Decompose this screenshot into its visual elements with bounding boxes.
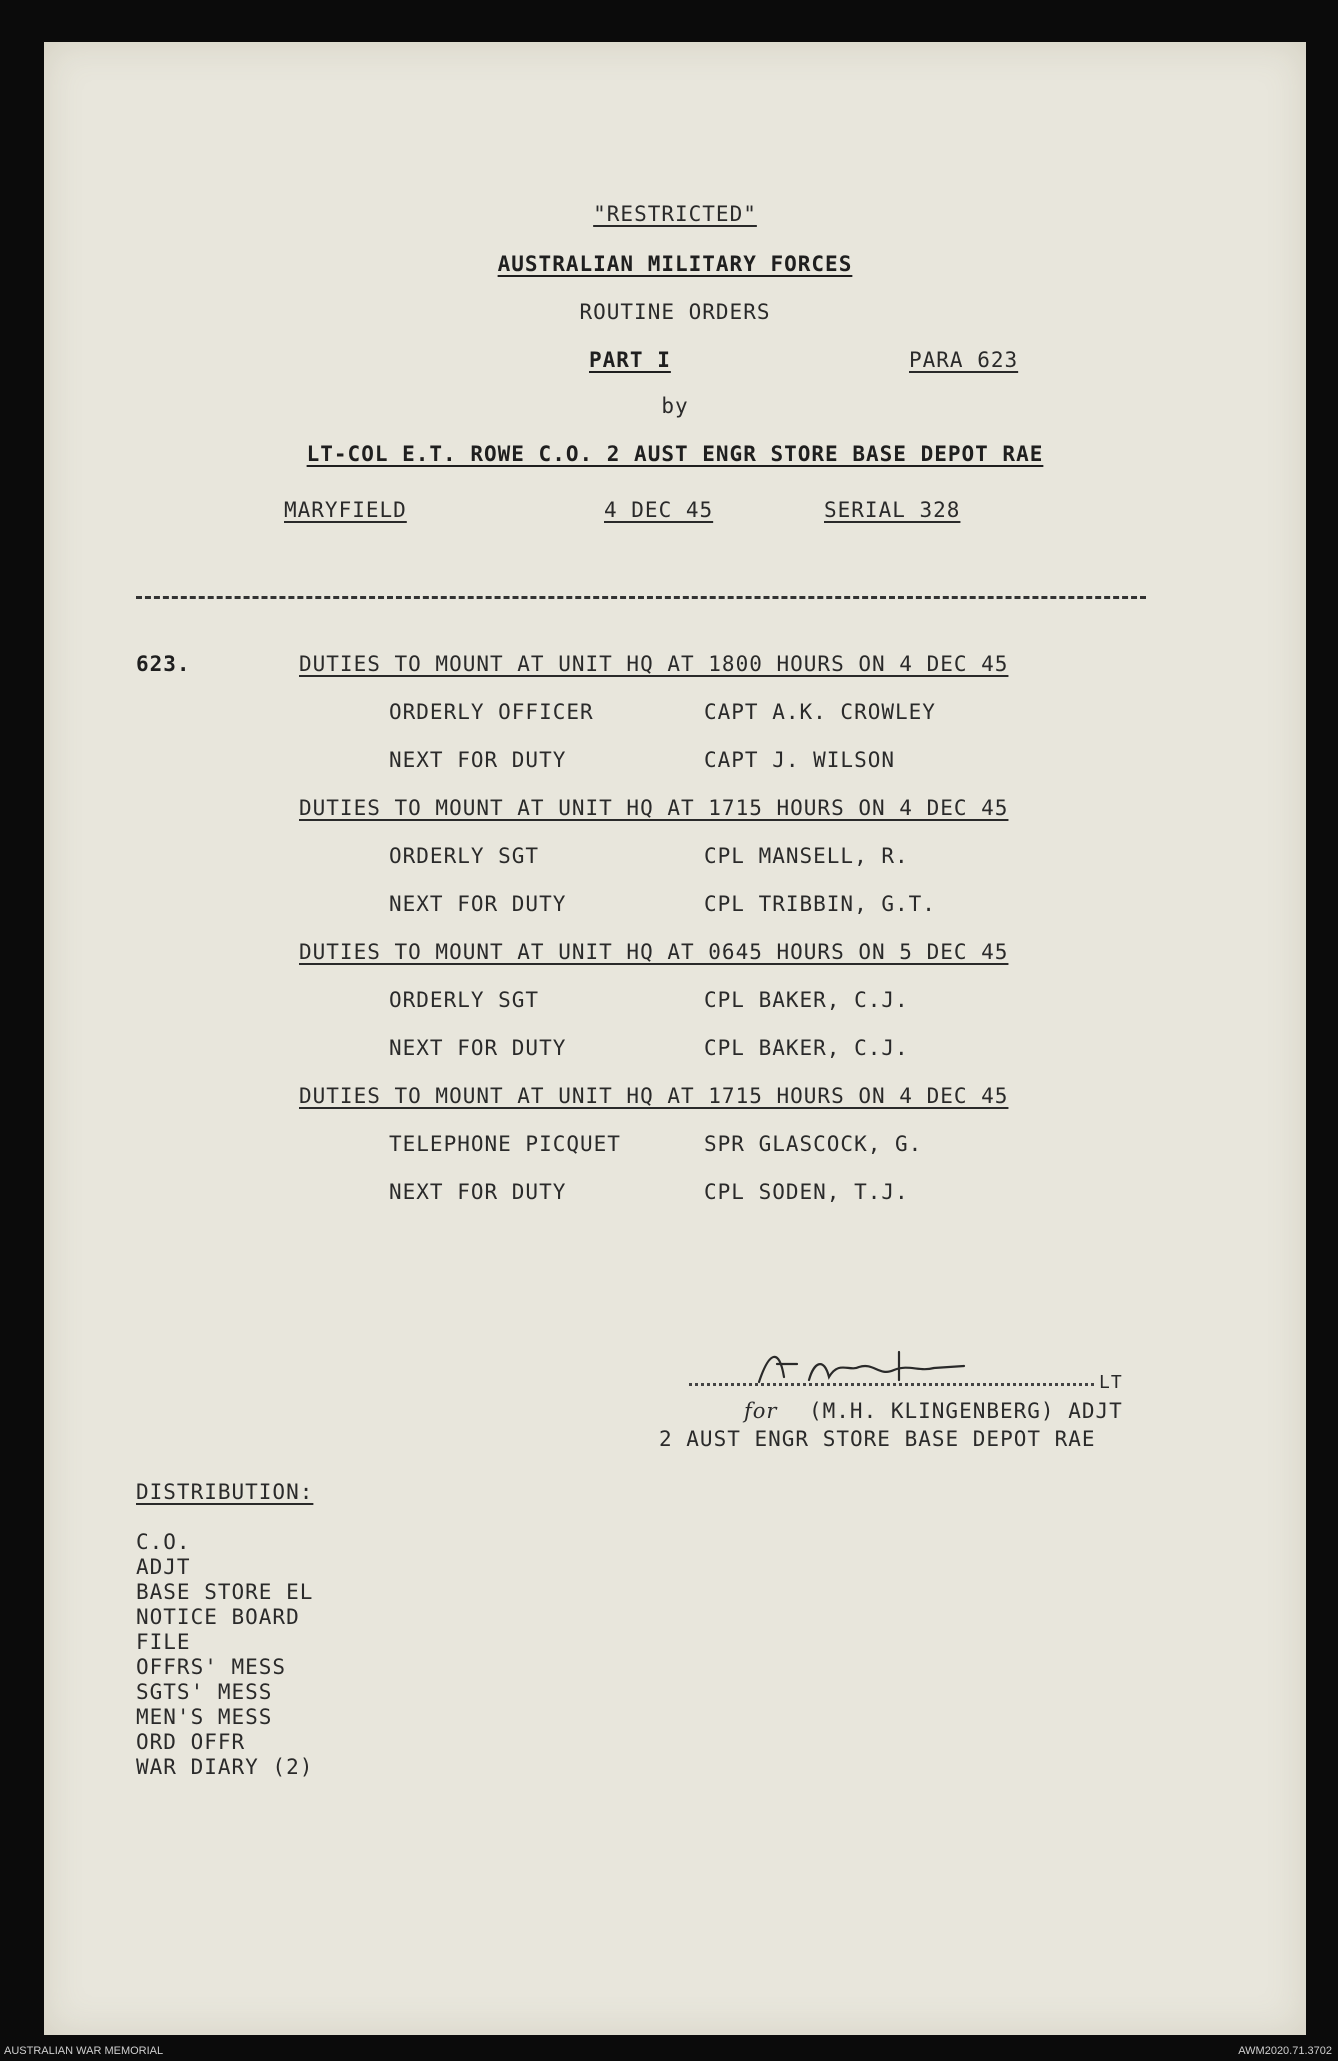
list-item: WAR DIARY (2) [136,1755,314,1779]
list-item: FILE [136,1630,191,1654]
separator-rule [136,596,1146,599]
duty-section-heading: DUTIES TO MOUNT AT UNIT HQ AT 1715 HOURS ON 4 DEC 45 [299,796,1009,820]
list-item: BASE STORE EL [136,1580,314,1604]
rank-label: LT [1099,1372,1123,1393]
duty-role: NEXT FOR DUTY [389,1036,567,1060]
duty-section-heading: DUTIES TO MOUNT AT UNIT HQ AT 1715 HOURS ON 4 DEC 45 [299,1084,1009,1108]
duty-section-heading: DUTIES TO MOUNT AT UNIT HQ AT 0645 HOURS ON 5 DEC 45 [299,940,1009,964]
adjutant-name: (M.H. KLINGENBERG) ADJT [809,1399,1123,1423]
signature-line [689,1383,1094,1386]
place-label: MARYFIELD [284,498,407,522]
duty-role: ORDERLY SGT [389,844,540,868]
list-item: SGTS' MESS [136,1680,273,1704]
duty-role: NEXT FOR DUTY [389,892,567,916]
duty-role: ORDERLY OFFICER [389,700,594,724]
classification-heading: "RESTRICTED" [593,202,757,226]
duty-role: NEXT FOR DUTY [389,748,567,772]
list-item: MEN'S MESS [136,1705,273,1729]
list-item: OFFRS' MESS [136,1655,287,1679]
duty-role: TELEPHONE PICQUET [389,1132,621,1156]
duty-assignee: CPL BAKER, C.J. [704,988,909,1012]
item-reference: AWM2020.71.3702 [1238,2045,1332,2057]
issuer-line: LT-COL E.T. ROWE C.O. 2 AUST ENGR STORE BASE DEPOT RAE [306,442,1044,466]
para-reference: PARA 623 [909,348,1019,372]
duty-role: ORDERLY SGT [389,988,540,1012]
date-label: 4 DEC 45 [604,498,714,522]
duty-section-heading: DUTIES TO MOUNT AT UNIT HQ AT 1800 HOURS ON 4 DEC 45 [299,652,1009,676]
list-item: C.O. [136,1530,191,1554]
duty-assignee: CAPT A.K. CROWLEY [704,700,936,724]
per-pro-mark: for [744,1399,778,1423]
list-item: ADJT [136,1555,191,1579]
part-heading: PART I [589,348,671,372]
list-item: NOTICE BOARD [136,1605,300,1629]
distribution-title: DISTRIBUTION: [136,1480,314,1504]
archive-credit: AUSTRALIAN WAR MEMORIAL [4,2045,164,2057]
document-page [44,42,1306,2035]
list-item: ORD OFFR [136,1730,246,1754]
duty-assignee: CPL BAKER, C.J. [704,1036,909,1060]
by-label: by [661,394,689,418]
force-heading: AUSTRALIAN MILITARY FORCES [497,252,853,276]
duty-assignee: CPL SODEN, T.J. [704,1180,909,1204]
orders-heading: ROUTINE ORDERS [579,300,771,324]
duty-role: NEXT FOR DUTY [389,1180,567,1204]
duty-assignee: SPR GLASCOCK, G. [704,1132,923,1156]
duty-assignee: CPL MANSELL, R. [704,844,909,868]
serial-label: SERIAL 328 [824,498,961,522]
duty-assignee: CAPT J. WILSON [704,748,896,772]
unit-name: 2 AUST ENGR STORE BASE DEPOT RAE [659,1427,1096,1451]
duty-assignee: CPL TRIBBIN, G.T. [704,892,936,916]
para-number: 623. [136,652,191,676]
